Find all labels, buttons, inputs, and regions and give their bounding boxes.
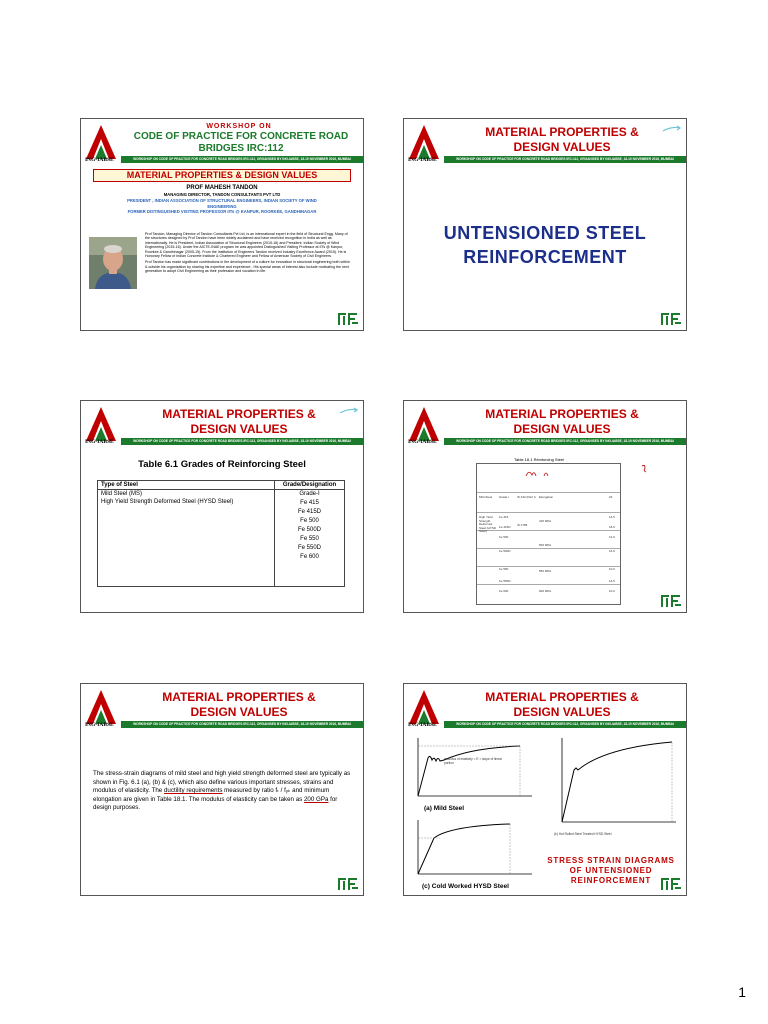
slide-6-diagrams: [403, 683, 687, 896]
logo-tag: ING-IABSE: [85, 157, 114, 163]
workshop-banner: WORKSHOP ON CODE OF PRACTICE FOR CONCRETE ROAD BRIDGES IRC:112, ORGANISED BY ING-IABSE, 18-19 NOVEMBER 2016, MUMBAI: [121, 156, 363, 163]
cold-worked-curve-diagram: [410, 818, 536, 880]
modulus-highlight: 200 GPa: [303, 795, 329, 803]
workshop-banner: WORKSHOP ON CODE OF PRACTICE FOR CONCRETE ROAD BRIDGES IRC:112, ORGANISED BY ING-IABSE, 18-19 NOVEMBER 2016, MUMBAI: [444, 438, 686, 445]
footer-logo-icon: [660, 593, 682, 608]
table-cell: Fe 415: [499, 515, 509, 519]
table-cell-grade: Grade-I: [275, 490, 345, 499]
footer-logo-icon: [660, 876, 682, 891]
table-cell: 12.0: [609, 535, 615, 539]
table-cell: 16.0: [609, 549, 615, 553]
slide-1-title: [80, 118, 364, 331]
paragraph-text: The stress-strain diagrams of mild steel and high yield strength deformed steel are typically as shown in Fig. 6.1 (a), (b) & (c), which also define various important stresses, strains and modulus of elasticity. The: [93, 770, 351, 794]
table-row: [98, 490, 345, 499]
grade-item: Fe 600: [300, 554, 319, 560]
slide-title: [446, 407, 678, 437]
diagram-caption: [544, 856, 678, 886]
speaker-photo: [89, 237, 137, 289]
slide-title-line1: MATERIAL PROPERTIES &: [162, 407, 316, 421]
table-cell: High Yield Strength Deformed Steel (HYSD Steel): [479, 515, 497, 533]
diagram-caption-line3: REINFORCEMENT: [570, 876, 652, 885]
diagram-caption-line1: STRESS STRAIN DIAGRAMS: [547, 856, 675, 865]
table-cell: 18.0: [609, 525, 615, 529]
reinforcing-steel-table: [476, 463, 621, 605]
section-title-line2: REINFORCEMENT: [463, 247, 627, 267]
workshop-title-line1: CODE OF PRACTICE FOR CONCRETE ROAD: [133, 131, 349, 142]
table-cell: Mild Steel: [479, 495, 493, 499]
table-cell: 14.5: [609, 579, 615, 583]
slide-4-reinforcing-table: [403, 400, 687, 613]
paragraph-text: for design purposes.: [93, 795, 338, 811]
workshop-title: [123, 131, 359, 155]
table-cell: Fe 550D: [499, 579, 511, 583]
grade-item: Fe 415: [300, 500, 319, 506]
speaker-roles-line3: FORMER DISTINGUISHED VISITING PROFESSOR IITs @ KANPUR, ROORKEE, GANDHINAGAR: [127, 209, 317, 214]
logo-tag: ING-IABSE: [85, 722, 114, 728]
footer-logo-icon: [337, 876, 359, 891]
table-header-grade: Grade/Designation: [275, 481, 345, 490]
speaker-bio: [145, 232, 353, 276]
table-caption: Table 6.1 Grades of Reinforcing Steel: [138, 459, 306, 470]
paragraph-text: measured by ratio: [222, 787, 276, 794]
topic-box: MATERIAL PROPERTIES & DESIGN VALUES: [93, 169, 351, 182]
logo-tag: ING-IABSE: [408, 157, 437, 163]
table-header-type: Type of Steel: [98, 481, 275, 490]
table-cell-grades: [275, 498, 345, 586]
table-cell: Elongation: [539, 495, 554, 499]
slide-title-line2: DESIGN VALUES: [513, 140, 611, 154]
slide-title: [446, 690, 678, 720]
table-cell: 10.0: [609, 589, 615, 593]
slide-title-line1: MATERIAL PROPERTIES &: [485, 690, 639, 704]
table-cell: IS 1786: [517, 523, 528, 527]
footer-logo-icon: [660, 311, 682, 326]
table-cell: IS 432 (Part I): [517, 495, 536, 499]
grade-item: Fe 550: [300, 536, 319, 542]
logo-tag: ING-IABSE: [85, 439, 114, 445]
bio-paragraph-1: Prof Tandon, Managing Director of Tandon Consultants Pvt Ltd, is an international expert in the field of Structural Engg. Many of the structures designed by Prof Tandon have been widely acclaimed and have received recognition in India as well as internationally. He is President, Indian Association of Structural Engineers (2015-16) and President, Indian Society of Wind Engineering (2015-16). Under the AICTE-INAE program he was appointed Distinguished Visiting Professor at IITs @ Kanpur, Roorkee & Gandhinagar (2005-15). From the Institution of Engineers Tandon received Industry Excellence Award (2015). He is Honorary Fellow of Indian Concrete Institute & Chartered Engineer and Fellow of American Society of Civil Engineers.: [145, 232, 348, 259]
modulus-note: modulus of elasticity = E = slope of linear portion: [444, 757, 502, 765]
slide-title: [446, 125, 678, 155]
grade-item: Fe 500: [300, 518, 319, 524]
table-cell: Fe 600: [499, 589, 509, 593]
table-cell-type: Mild Steel (MS): [98, 490, 275, 499]
table-cell: Fe 415D: [499, 525, 511, 529]
handwritten-annotation-icon: [524, 467, 554, 479]
diagram-label-cold-worked: (c) Cold Worked HYSD Steel: [422, 883, 509, 890]
workshop-banner: WORKSHOP ON CODE OF PRACTICE FOR CONCRETE ROAD BRIDGES IRC:112, ORGANISED BY ING-IABSE, 18-19 NOVEMBER 2016, MUMBAI: [444, 721, 686, 728]
slide-title-line1: MATERIAL PROPERTIES &: [162, 690, 316, 704]
diagram-label-hot-rolled: (b) Hot Rolled Steel Treated HYSD Steel: [554, 832, 612, 836]
speaker-roles-line2: ENGINEERING: [207, 203, 237, 209]
paragraph-text: and minimum elongation are given in Table 18.1. The modulus of elasticity can be taken as: [93, 787, 330, 803]
diagram-caption-line2: OF UNTENSIONED: [569, 866, 653, 875]
grade-item: Fe 500D: [297, 527, 321, 533]
workshop-title-line2: BRIDGES IRC:112: [198, 143, 284, 154]
speaker-roles-line1: PRESIDENT , INDIAN ASSOCIATION OF STRUCTURAL ENGINEERS, INDIAN SOCIETY OF WIND: [127, 198, 317, 203]
table-cell: 415 MPa: [539, 519, 552, 523]
table-rule: [477, 584, 620, 585]
workshop-banner: WORKSHOP ON CODE OF PRACTICE FOR CONCRETE ROAD BRIDGES IRC:112, ORGANISED BY ING-IABSE, 18-19 NOVEMBER 2016, MUMBAI: [444, 156, 686, 163]
table-cell: Fe 550: [499, 567, 509, 571]
slide-5-text: [80, 683, 364, 896]
table-cell: Fe 500D: [499, 549, 511, 553]
page-number: 1: [738, 984, 746, 1000]
arrow-icon: [339, 406, 359, 416]
slide-title-line2: DESIGN VALUES: [513, 422, 611, 436]
footer-logo-icon: [337, 311, 359, 326]
workshop-label: WORKSHOP ON: [206, 123, 272, 130]
table-cell: 14.5: [609, 515, 615, 519]
table-header-row: [98, 481, 345, 490]
workshop-banner: WORKSHOP ON CODE OF PRACTICE FOR CONCRETE ROAD BRIDGES IRC:112, ORGANISED BY ING-IABSE, 18-19 NOVEMBER 2016, MUMBAI: [121, 721, 363, 728]
handwritten-mark-icon: [640, 463, 648, 473]
arrow-icon: [662, 124, 682, 134]
stress-strain-paragraph: [93, 770, 353, 813]
workshop-banner: WORKSHOP ON CODE OF PRACTICE FOR CONCRETE ROAD BRIDGES IRC:112, ORGANISED BY ING-IABSE, 18-19 NOVEMBER 2016, MUMBAI: [121, 438, 363, 445]
slide-title-line1: MATERIAL PROPERTIES &: [485, 125, 639, 139]
diagram-label-mild-steel: (a) Mild Steel: [424, 805, 465, 812]
speaker-name: PROF MAHESH TANDON: [186, 185, 258, 191]
slide-2-section: [403, 118, 687, 331]
table-cell: 23: [609, 495, 613, 499]
section-title: [414, 221, 676, 269]
slide-title-line2: DESIGN VALUES: [190, 422, 288, 436]
table-rule: [477, 512, 620, 513]
grade-item: Fe 415D: [297, 509, 321, 515]
slide-title-line2: DESIGN VALUES: [190, 705, 288, 719]
hot-rolled-curve-diagram: [554, 734, 680, 829]
ductility-highlight: ductility requirements: [163, 787, 223, 794]
grade-item: Fe 550D: [297, 545, 321, 551]
slide-title: [123, 407, 355, 437]
section-title-line1: UNTENSIONED STEEL: [443, 223, 647, 243]
slide-3-grades-table: [80, 400, 364, 613]
slide-title-line1: MATERIAL PROPERTIES &: [485, 407, 639, 421]
logo-tag: ING-IABSE: [408, 722, 437, 728]
table-cell: 500 MPa: [539, 543, 552, 547]
bio-paragraph-2: Prof Tandon has made significant contributions in the development of a culture for innovation in structural engineering both within & outside his organization by sharing his expertise and experience . His special areas of interest also include motivating the next generation to adopt Civil Engineering as their profession and vocation in life.: [145, 260, 350, 274]
table-caption: Table 18.1 Reinforcing Steel: [514, 457, 565, 462]
table-cell: 550 MPa: [539, 569, 552, 573]
logo-tag: ING-IABSE: [408, 439, 437, 445]
grades-table: [97, 480, 345, 587]
slide-title: [123, 690, 355, 720]
speaker-designation: MANAGING DIRECTOR, TANDON CONSULTANTS PVT LTD: [163, 192, 281, 197]
mild-steel-curve-diagram: [410, 734, 536, 802]
table-cell-type: High Yield Strength Deformed Steel (HYSD Steel): [98, 498, 275, 586]
table-cell: 600 MPa: [539, 589, 552, 593]
table-cell: 10.0: [609, 567, 615, 571]
speaker-roles: [91, 198, 353, 215]
table-rule: [477, 492, 620, 493]
table-cell: Grade I: [499, 495, 510, 499]
slide-title-line2: DESIGN VALUES: [513, 705, 611, 719]
ratio-text: fₜ / fᵧₖ: [275, 787, 291, 794]
portrait-icon: [89, 237, 137, 289]
table-row: [98, 498, 345, 586]
table-cell: Fe 500: [499, 535, 509, 539]
